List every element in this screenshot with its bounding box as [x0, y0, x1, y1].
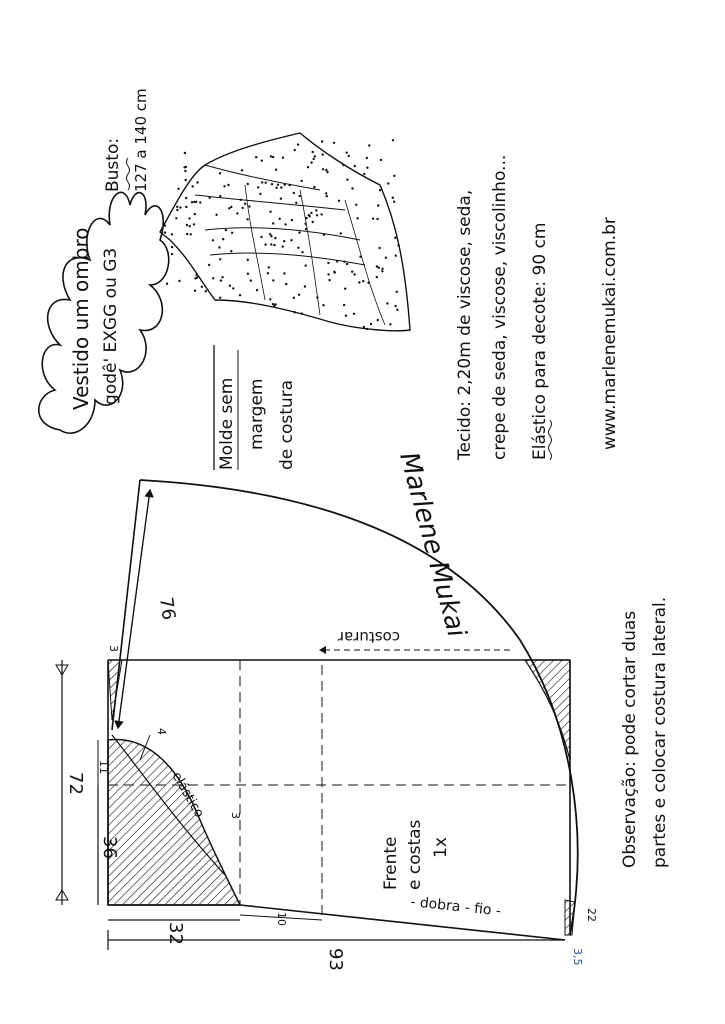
- bust-range: 127 a 140 cm: [132, 88, 150, 192]
- dress-dot: [185, 179, 187, 181]
- dress-dot: [272, 279, 274, 281]
- dress-dot: [312, 151, 314, 153]
- dress-dot: [246, 218, 248, 220]
- dress-dot: [343, 261, 345, 263]
- dress-dot: [176, 209, 178, 211]
- dress-dot: [240, 199, 242, 201]
- dress-dot: [342, 164, 344, 166]
- dim-10: 10: [275, 912, 288, 926]
- dress-sketch: [160, 133, 410, 331]
- dress-dot: [166, 283, 168, 285]
- dress-dot: [171, 246, 173, 248]
- dress-dot: [340, 232, 342, 234]
- dress-dot: [268, 266, 270, 268]
- dim-4: 4: [155, 728, 168, 735]
- dress-dot: [250, 279, 252, 281]
- dress-dot: [186, 233, 188, 235]
- dress-dot: [230, 206, 232, 208]
- dress-dot: [229, 285, 231, 287]
- dress-dot: [272, 156, 274, 158]
- dress-dot: [255, 156, 257, 158]
- dress-dot: [301, 180, 303, 182]
- dress-dot: [310, 161, 312, 163]
- dress-dot: [351, 271, 353, 273]
- dress-dot: [313, 186, 315, 188]
- dress-dot: [397, 244, 399, 246]
- dress-dot: [244, 203, 246, 205]
- dress-dot: [394, 237, 396, 239]
- dim-3-top: 3: [107, 645, 120, 652]
- title-line-1: Vestido um ombro: [69, 227, 93, 410]
- dress-dot: [186, 224, 188, 226]
- dim-3-mid: 3: [229, 812, 242, 819]
- dress-dot: [270, 155, 272, 157]
- dress-dot: [346, 152, 348, 154]
- dress-dot: [256, 289, 258, 291]
- dress-dot: [193, 223, 195, 225]
- bust-label: Busto:: [103, 137, 123, 192]
- dress-dot: [282, 157, 284, 159]
- dress-dot: [219, 172, 221, 174]
- dress-dot: [395, 255, 397, 257]
- dress-dot: [328, 279, 330, 281]
- dress-dot: [177, 188, 179, 190]
- dress-dot: [285, 283, 287, 285]
- dress-dot: [305, 228, 307, 230]
- dress-dot: [191, 201, 193, 203]
- dim-72: 72: [65, 772, 86, 795]
- dress-dot: [378, 247, 380, 249]
- dim-93: 93: [325, 948, 346, 971]
- dress-dot: [196, 276, 198, 278]
- dress-dot: [325, 192, 327, 194]
- dress-dot: [283, 240, 285, 242]
- dress-dot: [298, 231, 300, 233]
- dress-dot: [185, 206, 187, 208]
- dress-dot: [325, 169, 327, 171]
- dress-dot: [387, 182, 389, 184]
- dress-dot: [274, 303, 276, 305]
- dobra-fio-label: - dobra - fio -: [409, 894, 502, 920]
- title-line-2: godê' EXGG ou G3: [101, 247, 121, 405]
- dress-dot: [370, 323, 372, 325]
- dress-dot: [284, 223, 286, 225]
- dress-dot: [322, 168, 324, 170]
- dress-dot: [393, 175, 395, 177]
- dress-dot: [219, 258, 221, 260]
- observation-line-2: partes e colocar costura lateral.: [650, 596, 670, 868]
- dress-dot: [242, 207, 244, 209]
- mold-note-line-2: margem: [247, 378, 267, 450]
- dress-dot: [353, 313, 355, 315]
- dress-dot: [346, 263, 348, 265]
- dress-dot: [192, 185, 194, 187]
- dress-dot: [273, 244, 275, 246]
- dress-dot: [376, 276, 378, 278]
- dress-dot: [270, 235, 272, 237]
- dress-dot: [179, 206, 181, 208]
- dress-dot: [279, 218, 281, 220]
- dress-dot: [222, 238, 224, 240]
- dress-dot: [195, 201, 197, 203]
- dress-dot: [271, 183, 273, 185]
- dress-dot: [299, 195, 301, 197]
- dim-76: 76: [155, 595, 180, 622]
- dress-dot: [284, 184, 286, 186]
- dim-32: 32: [165, 922, 186, 945]
- dress-dot: [208, 264, 210, 266]
- fabric-line-2: crepe de seda, viscose, viscolinho...: [490, 154, 510, 460]
- dress-dot: [327, 273, 329, 275]
- dress-dot: [313, 158, 315, 160]
- dress-dot: [178, 280, 180, 282]
- dress-dot: [351, 187, 353, 189]
- dress-dot: [228, 207, 230, 209]
- dress-dot: [188, 217, 190, 219]
- dress-dot: [305, 217, 307, 219]
- dress-dot: [171, 233, 173, 235]
- dress-dot: [301, 312, 303, 314]
- dress-dot: [269, 298, 271, 300]
- dress-dot: [356, 217, 358, 219]
- dress-dot: [355, 204, 357, 206]
- dress-dot: [310, 212, 312, 214]
- dress-dot: [201, 286, 203, 288]
- dress-dot: [326, 195, 328, 197]
- dress-dot: [164, 224, 166, 226]
- dress-dot: [366, 167, 368, 169]
- dress-dot: [304, 285, 306, 287]
- piece-label-costas: e costas: [405, 819, 425, 890]
- dress-dot: [218, 246, 220, 248]
- dress-dot: [176, 206, 178, 208]
- dim-3-5: 3,5: [571, 948, 584, 966]
- dress-dot: [184, 170, 186, 172]
- dress-dot: [259, 193, 261, 195]
- bust-underline: [127, 158, 130, 190]
- dress-dot: [270, 243, 272, 245]
- dress-dot: [372, 218, 374, 220]
- dress-dot: [194, 290, 196, 292]
- dress-dot: [190, 233, 192, 235]
- dress-dot: [368, 144, 370, 146]
- mold-note-line-1: Molde sem: [217, 377, 237, 470]
- dress-dot: [301, 251, 303, 253]
- dress-dot: [260, 236, 262, 238]
- dress-dot: [247, 259, 249, 261]
- dress-dot: [336, 260, 338, 262]
- dress-dot: [312, 221, 314, 223]
- dress-dot: [293, 297, 295, 299]
- dress-dot: [298, 294, 300, 296]
- dress-dot: [293, 192, 295, 194]
- dress-dot: [265, 182, 267, 184]
- dress-dot: [345, 315, 347, 317]
- dress-dot: [219, 195, 221, 197]
- dress-dot: [219, 297, 221, 299]
- dress-dot: [377, 319, 379, 321]
- dim-11: 11: [97, 760, 110, 774]
- dress-dot: [315, 209, 317, 211]
- dress-dot: [209, 197, 211, 199]
- dress-dot: [376, 218, 378, 220]
- dress-dot: [267, 272, 269, 274]
- website-text: www.marlenemukai.com.br: [600, 217, 620, 450]
- dress-dot: [293, 311, 295, 313]
- dress-dot: [320, 213, 322, 215]
- dress-dot: [274, 237, 276, 239]
- dress-dot: [247, 183, 249, 185]
- dress-dot: [199, 201, 201, 203]
- dress-dot: [323, 234, 325, 236]
- dress-dot: [353, 273, 355, 275]
- dress-dot: [291, 219, 293, 221]
- dress-dot: [195, 274, 197, 276]
- dress-dot: [344, 288, 346, 290]
- dress-dot: [316, 296, 318, 298]
- dress-dot: [377, 204, 379, 206]
- dress-dot: [277, 184, 279, 186]
- dress-dot: [316, 214, 318, 216]
- dress-dot: [205, 290, 207, 292]
- dress-dot: [280, 198, 282, 200]
- dress-dot: [184, 152, 186, 154]
- dress-dot: [261, 160, 263, 162]
- dress-dot: [363, 173, 365, 175]
- dress-dot: [304, 223, 306, 225]
- dress-dot: [225, 229, 227, 231]
- dress-dot: [212, 239, 214, 241]
- dress-dot: [363, 326, 365, 328]
- dress-dot: [376, 265, 378, 267]
- dress-dot: [367, 282, 369, 284]
- dress-dot: [396, 309, 398, 311]
- dress-dot: [326, 171, 328, 173]
- dress-dot: [314, 155, 316, 157]
- dress-dot: [272, 222, 274, 224]
- dress-dot: [185, 197, 187, 199]
- dress-dot: [394, 305, 396, 307]
- dress-dot: [396, 291, 398, 293]
- dress-dot: [322, 153, 324, 155]
- dress-dot: [275, 169, 277, 171]
- dress-dot: [385, 257, 387, 259]
- dress-dot: [295, 202, 297, 204]
- dress-dot: [220, 279, 222, 281]
- dress-dot: [227, 184, 229, 186]
- dress-dot: [231, 232, 233, 234]
- dress-dot: [297, 247, 299, 249]
- dress-dot: [290, 239, 292, 241]
- dress-dot: [359, 256, 361, 258]
- costurar-label: costurar: [337, 628, 400, 646]
- fabric-line-1: Tecido: 2,20m de viscose, seda,: [455, 189, 475, 460]
- dress-dot: [381, 270, 383, 272]
- dress-dot: [196, 181, 198, 183]
- dress-dot: [282, 245, 284, 247]
- dress-dot: [333, 142, 335, 144]
- dress-dot: [381, 268, 383, 270]
- dress-dot: [248, 205, 250, 207]
- piece-label-frente: Frente: [381, 836, 401, 890]
- dress-dot: [239, 294, 241, 296]
- fabric-line-3: Elástico para decote: 90 cm: [530, 222, 550, 460]
- dress-dot: [343, 304, 345, 306]
- dress-dot: [305, 264, 307, 266]
- dress-dot: [183, 166, 185, 168]
- dress-dot: [392, 139, 394, 141]
- pattern-piece: [108, 480, 578, 940]
- dress-dot: [269, 233, 271, 235]
- dress-dot: [189, 225, 191, 227]
- dress-dot: [321, 140, 323, 142]
- dress-dot: [362, 280, 364, 282]
- dress-dot: [175, 217, 177, 219]
- dress-dot: [194, 213, 196, 215]
- dress-dot: [389, 323, 391, 325]
- dress-dot: [221, 276, 223, 278]
- dress-dot: [283, 272, 285, 274]
- dress-dot: [322, 304, 324, 306]
- dress-dot: [366, 157, 368, 159]
- dress-dot: [289, 184, 291, 186]
- dress-dot: [338, 200, 340, 202]
- dress-dot: [379, 189, 381, 191]
- dress-dot: [358, 281, 360, 283]
- mold-note-line-3: de costura: [277, 379, 297, 470]
- dim-36: 36: [99, 836, 120, 859]
- dress-dot: [380, 159, 382, 161]
- dress-dot: [264, 243, 266, 245]
- dress-dot: [327, 262, 329, 264]
- dress-dot: [212, 277, 214, 279]
- dress-dot: [393, 201, 395, 203]
- dim-22: 22: [585, 908, 598, 922]
- dress-dot: [392, 197, 394, 199]
- dress-dot: [269, 211, 271, 213]
- dress-dot: [348, 155, 350, 157]
- observation-line-1: Observação: pode cortar duas: [620, 610, 640, 868]
- dress-dot: [241, 169, 243, 171]
- dress-dot: [275, 187, 277, 189]
- dress-dot: [223, 185, 225, 187]
- dress-dot: [257, 186, 259, 188]
- dress-dot: [308, 214, 310, 216]
- dress-dot: [294, 149, 296, 151]
- signature: Marlene Mukai: [393, 449, 472, 641]
- piece-label-quantity: 1x: [431, 837, 451, 858]
- dress-dot: [346, 179, 348, 181]
- dress-dot: [247, 273, 249, 275]
- elastico-label: elástico: [168, 769, 207, 821]
- dress-dot: [366, 328, 368, 330]
- dress-dot: [272, 303, 274, 305]
- dress-dot: [232, 287, 234, 289]
- dress-dot: [236, 212, 238, 214]
- dress-dot: [386, 302, 388, 304]
- dress-dot: [333, 271, 335, 273]
- dress-dot: [280, 186, 282, 188]
- dress-dot: [261, 181, 263, 183]
- dress-dot: [354, 165, 356, 167]
- dress-dot: [215, 214, 217, 216]
- dress-dot: [297, 143, 299, 145]
- dress-dot: [164, 231, 166, 233]
- dress-dot: [230, 250, 232, 252]
- dress-dot: [307, 166, 309, 168]
- dress-dot: [171, 253, 173, 255]
